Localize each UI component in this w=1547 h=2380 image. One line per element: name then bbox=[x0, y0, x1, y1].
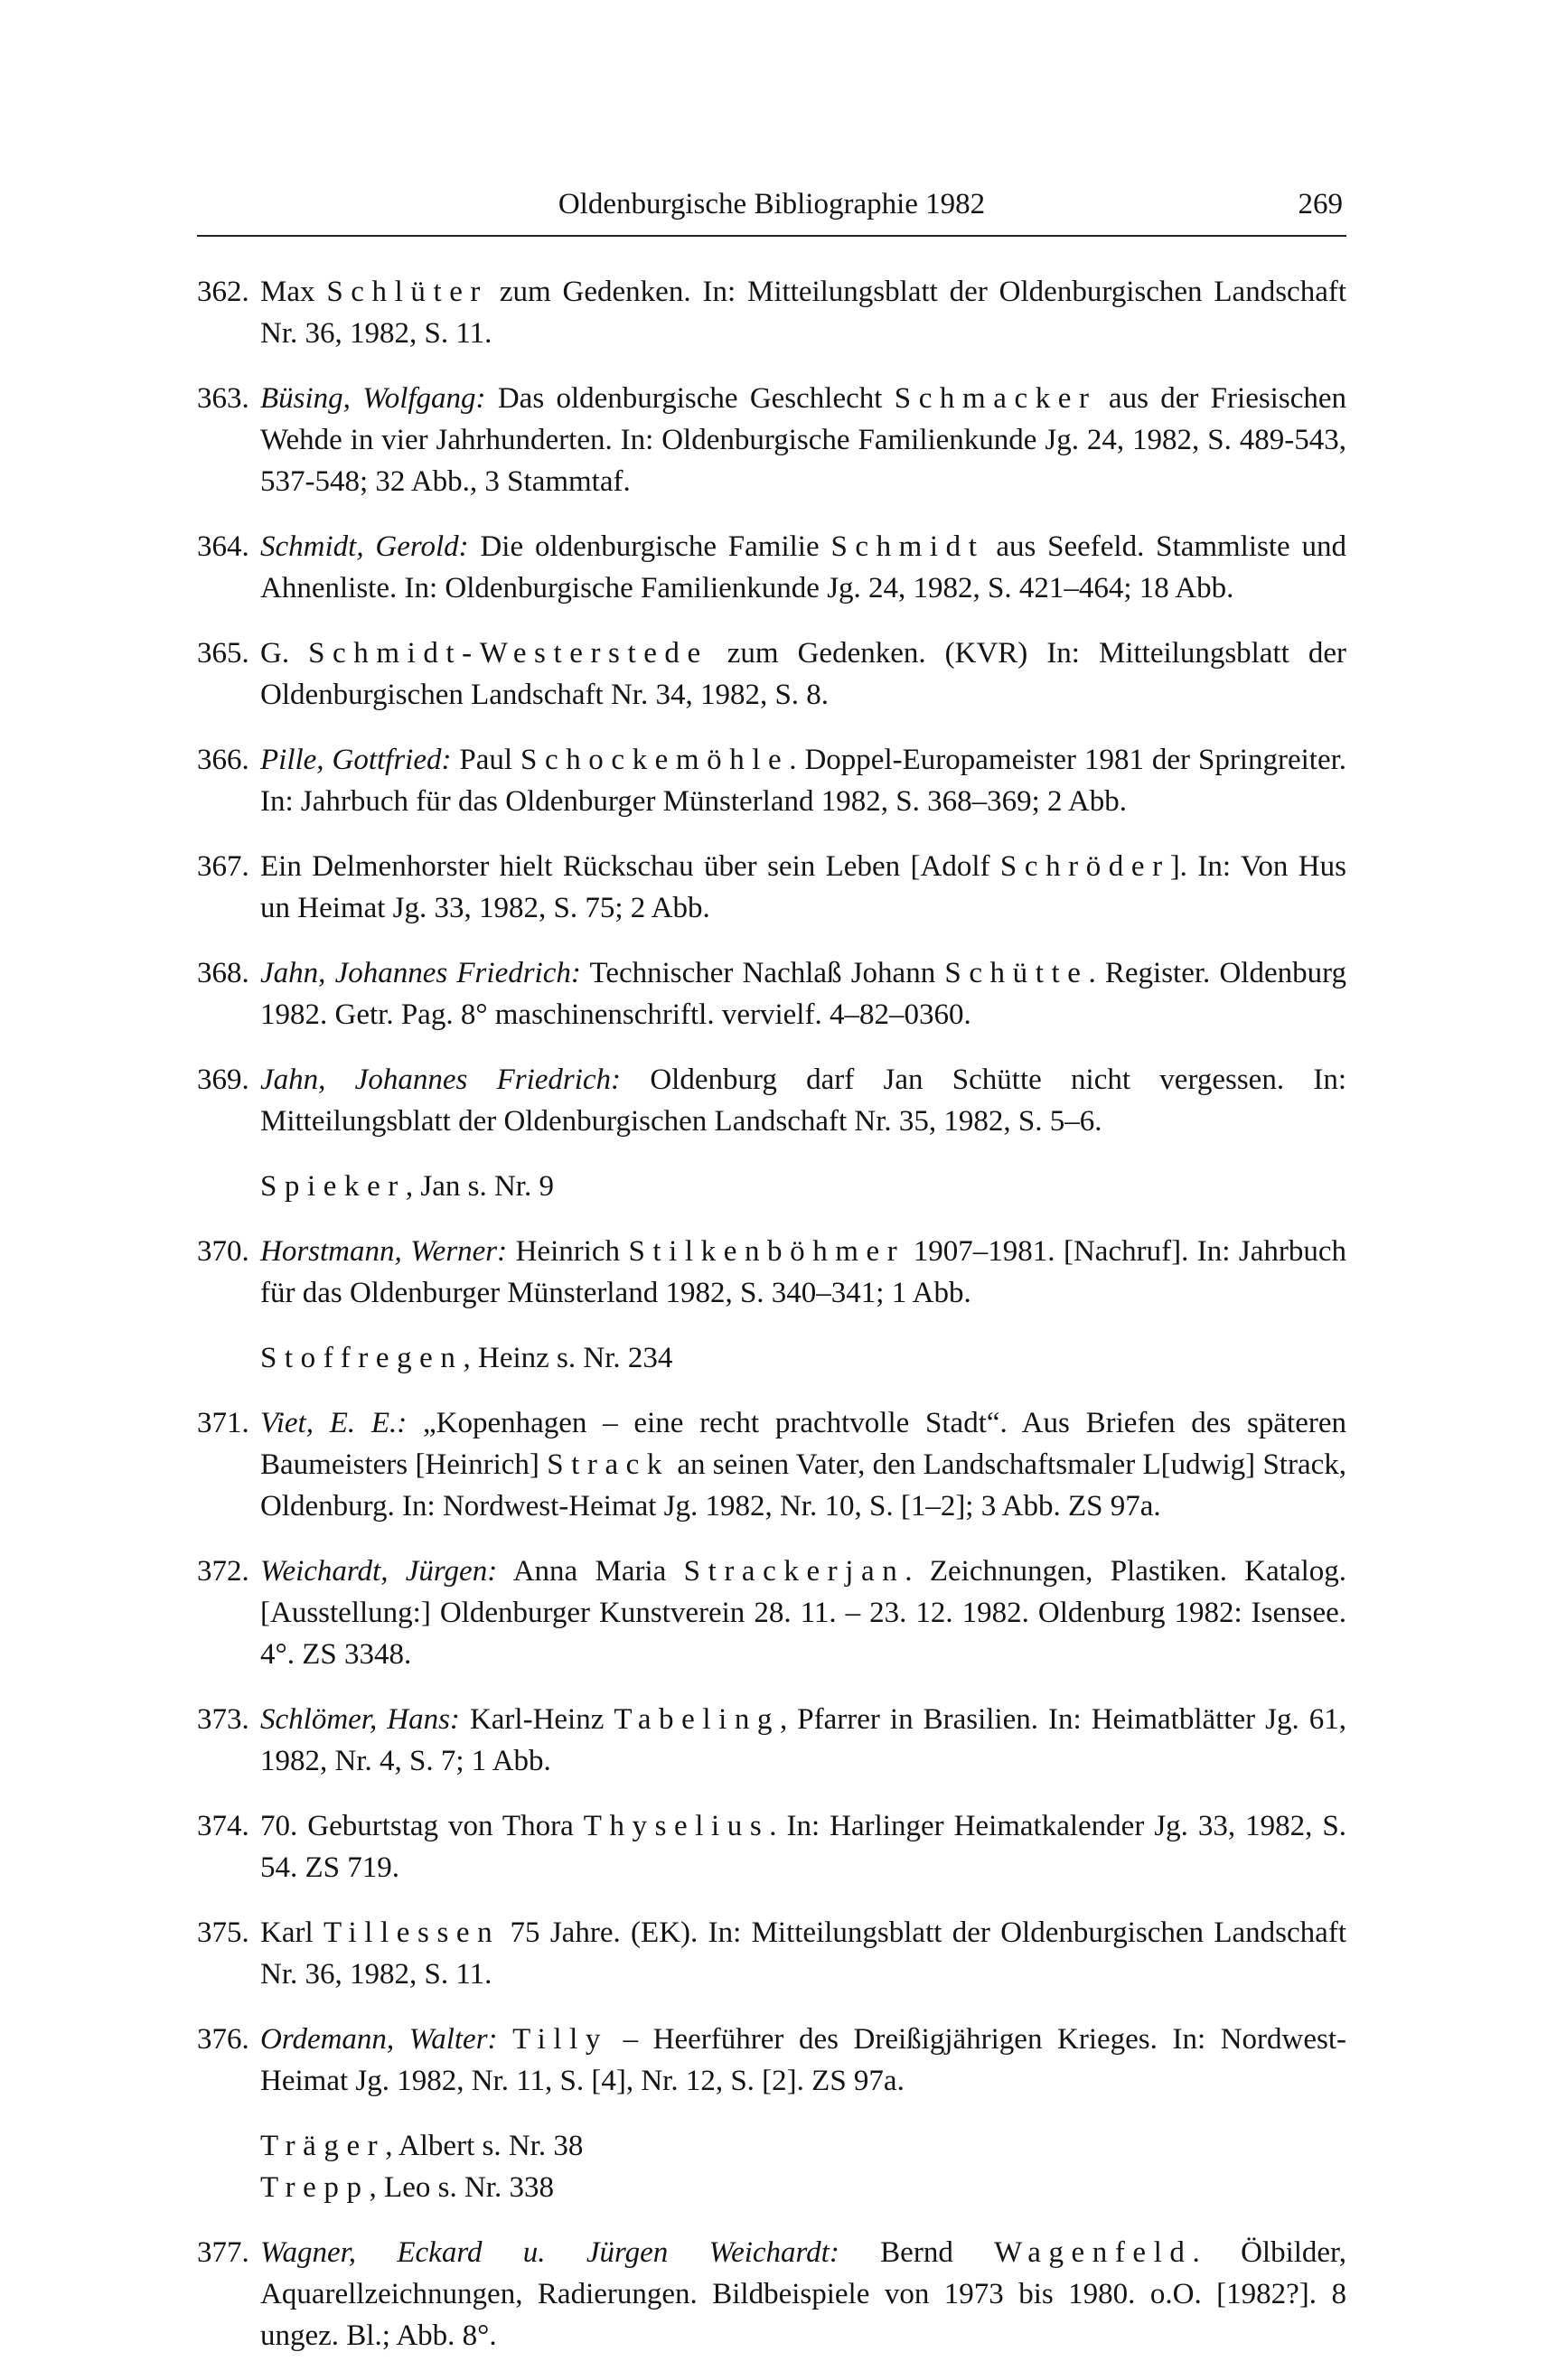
reference-target: , Heinz s. Nr. 234 bbox=[463, 1342, 673, 1374]
bibliography-entry-371 bbox=[197, 1402, 1346, 1527]
entry-number: 372. bbox=[197, 1555, 249, 1588]
entry-text-part: G. bbox=[260, 637, 309, 670]
entry-author: Weichardt, Jürgen: bbox=[260, 1555, 498, 1588]
page-number: 269 bbox=[1298, 188, 1343, 220]
subject-name: Schmacker bbox=[894, 382, 1097, 415]
entry-number: 374. bbox=[197, 1810, 249, 1842]
entry-text bbox=[260, 1699, 1346, 1782]
entry-text bbox=[260, 952, 1346, 1035]
reference-name: Stoffregen bbox=[260, 1342, 464, 1374]
entry-text-part: , Pfarrer in Brasilien. In: Heimatblätter Jg. 61, 1982, Nr. 4, S. 7; 1 Abb. bbox=[260, 1703, 1346, 1777]
entry-author: Pille, Gottfried: bbox=[260, 744, 452, 776]
subject-name: Schlüter bbox=[326, 276, 488, 308]
subject-name: Schockemöhle bbox=[520, 744, 790, 776]
entry-author: Ordemann, Walter: bbox=[260, 2023, 498, 2056]
running-header bbox=[197, 179, 1346, 237]
entry-text-part: Karl bbox=[260, 1916, 323, 1949]
bibliography-entry-372 bbox=[197, 1551, 1346, 1675]
subject-name: Stilkenböhmer bbox=[628, 1235, 905, 1268]
entry-text-part: . Register. Oldenburg 1982. Getr. Pag. 8° maschinenschriftl. vervielf. 4–82–0360. bbox=[260, 957, 1346, 1031]
entry-text-part: Paul bbox=[451, 744, 521, 776]
cross-reference bbox=[260, 1337, 1346, 1379]
entry-number: 365. bbox=[197, 637, 249, 670]
bibliography-entry-365 bbox=[197, 632, 1346, 716]
bibliography-entry-377 bbox=[197, 2232, 1346, 2357]
subject-name: Tilly bbox=[512, 2023, 609, 2056]
entry-text bbox=[260, 1231, 1346, 1314]
entry-number: 362. bbox=[197, 276, 249, 308]
entry-number: 377. bbox=[197, 2236, 249, 2269]
subject-name: Tabeling bbox=[614, 1703, 781, 1736]
entry-text-part: 75 Jahre. (EK). In: Mitteilungsblatt der Oldenburgischen Landschaft Nr. 36, 1982, S. 11. bbox=[260, 1916, 1346, 1991]
reference-target: , Jan s. Nr. 9 bbox=[405, 1170, 554, 1203]
entry-text-part: Ein Delmenhorster hielt Rückschau über sein Leben [Adolf bbox=[260, 850, 1000, 883]
entry-author: Jahn, Johannes Friedrich: bbox=[260, 957, 581, 989]
entry-text-part: an seinen Vater, den Landschaftsmaler L[udwig] Strack, Oldenburg. In: Nordwest-Heimat Jg. 1982, Nr. 10, S. [1–2]; 3 Abb. ZS 97a. bbox=[260, 1448, 1347, 1523]
cross-reference-block bbox=[197, 1166, 1346, 1207]
subject-name: Tillessen bbox=[323, 1916, 501, 1949]
entry-text-part: zum Gedenken. In: Mitteilungsblatt der Oldenburgischen Landschaft Nr. 36, 1982, S. 11. bbox=[260, 276, 1346, 350]
entry-text-part: Max bbox=[260, 276, 327, 308]
cross-reference bbox=[260, 1166, 1346, 1207]
entry-author: Wagner, Eckard u. Jürgen Weichardt: bbox=[260, 2236, 839, 2269]
entry-text bbox=[260, 846, 1346, 929]
entry-text-part: Die oldenburgische Familie bbox=[468, 530, 831, 563]
entry-text bbox=[260, 1805, 1346, 1888]
entry-text-part: ]. In: Von Hus un Heimat Jg. 33, 1982, S. 75; 2 Abb. bbox=[260, 850, 1346, 924]
subject-name: Strackerjan bbox=[683, 1555, 905, 1588]
entry-text bbox=[260, 1059, 1346, 1142]
subject-name: Wagenfeld bbox=[994, 2236, 1193, 2269]
entry-author: Viet, E. E.: bbox=[260, 1407, 408, 1439]
entry-text-part: Heinrich bbox=[507, 1235, 629, 1268]
entry-number: 368. bbox=[197, 957, 249, 989]
entry-number: 371. bbox=[197, 1407, 249, 1439]
subject-name: Schmidt-Westerstede bbox=[308, 637, 708, 670]
entry-number: 375. bbox=[197, 1916, 249, 1949]
entry-number: 376. bbox=[197, 2023, 249, 2056]
cross-reference-block bbox=[197, 1337, 1346, 1379]
entry-text-part: . Ölbilder, Aquarellzeichnungen, Radierungen. Bildbeispiele von 1973 bis 1980. o.O. [1982?]. 8 ungez. Bl.; Abb. 8°. bbox=[260, 2236, 1346, 2352]
entry-text-part: Technischer Nachlaß Johann bbox=[580, 957, 945, 989]
entry-text-part: . Zeichnungen, Plastiken. Katalog. [Ausstellung:] Oldenburger Kunstverein 28. 11. – 23. 12. 1982. Oldenburg 1982: Isensee. 4°. ZS 3348. bbox=[260, 1555, 1347, 1671]
entry-text-part: Karl-Heinz bbox=[459, 1703, 614, 1736]
bibliography-entry-363 bbox=[197, 378, 1346, 502]
entry-text-part: Oldenburg darf Jan Schütte nicht vergessen. In: Mitteilungsblatt der Oldenburgischen Landschaft Nr. 35, 1982, S. 5–6. bbox=[260, 1064, 1346, 1138]
entry-author: Büsing, Wolfgang: bbox=[260, 382, 486, 415]
entry-text bbox=[260, 1912, 1346, 1995]
entry-text-part: 70. Geburtstag von Thora bbox=[260, 1810, 584, 1842]
entry-author: Schlömer, Hans: bbox=[260, 1703, 460, 1736]
bibliography-entry-374 bbox=[197, 1805, 1346, 1888]
reference-name: Trepp bbox=[260, 2171, 370, 2204]
entry-text-part: „Kopenhagen – eine recht prachtvolle Stadt“. Aus Briefen des späteren Baumeisters [Heinrich] bbox=[260, 1407, 1346, 1481]
subject-name: Schröder bbox=[999, 850, 1170, 883]
entry-author: Schmidt, Gerold: bbox=[260, 530, 469, 563]
cross-reference bbox=[260, 2125, 1346, 2167]
entry-text bbox=[260, 632, 1346, 716]
entry-text-part: 1907–1981. [Nachruf]. In: Jahrbuch für das Oldenburger Münsterland 1982, S. 340–341; 1 Abb. bbox=[260, 1235, 1346, 1309]
entry-text bbox=[260, 2232, 1346, 2357]
entry-number: 373. bbox=[197, 1703, 249, 1736]
entry-author: Horstmann, Werner: bbox=[260, 1235, 508, 1268]
entry-text-part: . Doppel-Europameister 1981 der Springreiter. In: Jahrbuch für das Oldenburger Münsterland 1982, S. 368–369; 2 Abb. bbox=[260, 744, 1347, 818]
subject-name: Schmidt bbox=[830, 530, 985, 563]
entry-text bbox=[260, 378, 1346, 502]
bibliography-entries bbox=[197, 271, 1346, 2380]
bibliography-entry-362 bbox=[197, 271, 1346, 354]
reference-name: Spieker bbox=[260, 1170, 406, 1203]
entry-number: 370. bbox=[197, 1235, 249, 1268]
entry-text-part: Das oldenburgische Geschlecht bbox=[485, 382, 895, 415]
bibliography-entry-373 bbox=[197, 1699, 1346, 1782]
bibliography-entry-366 bbox=[197, 739, 1346, 822]
cross-reference-block bbox=[197, 2125, 1346, 2208]
entry-text bbox=[260, 1551, 1346, 1675]
bibliography-entry-364 bbox=[197, 526, 1346, 609]
subject-name: Thyselius bbox=[583, 1810, 770, 1842]
entry-text-part: zum Gedenken. (KVR) In: Mitteilungsblatt der Oldenburgischen Landschaft Nr. 34, 1982, S. 8. bbox=[260, 637, 1346, 711]
subject-name: Strack bbox=[547, 1448, 670, 1481]
entry-number: 364. bbox=[197, 530, 249, 563]
bibliography-entry-367 bbox=[197, 846, 1346, 929]
entry-number: 363. bbox=[197, 382, 249, 415]
entry-text bbox=[260, 271, 1346, 354]
bibliography-entry-368 bbox=[197, 952, 1346, 1035]
subject-name: Schütte bbox=[944, 957, 1089, 989]
bibliography-entry-376 bbox=[197, 2019, 1346, 2102]
entry-text-part: Anna Maria bbox=[497, 1555, 684, 1588]
entry-text bbox=[260, 2019, 1346, 2102]
reference-target: , Leo s. Nr. 338 bbox=[369, 2171, 554, 2204]
entry-text bbox=[260, 739, 1346, 822]
header-title: Oldenburgische Bibliographie 1982 bbox=[558, 188, 986, 220]
entry-text bbox=[260, 526, 1346, 609]
bibliography-entry-370 bbox=[197, 1231, 1346, 1314]
entry-text-part: – Heerführer des Dreißigjährigen Krieges. In: Nordwest-Heimat Jg. 1982, Nr. 11, S. [4], Nr. 12, S. [2]. ZS 97a. bbox=[260, 2023, 1347, 2097]
entry-text-part: aus Seefeld. Stammliste und Ahnenliste. In: Oldenburgische Familienkunde Jg. 24, 1982, S. 421–464; 18 Abb. bbox=[260, 530, 1346, 604]
entry-number: 366. bbox=[197, 744, 249, 776]
entry-text-part bbox=[498, 2023, 513, 2056]
entry-text-part: . In: Harlinger Heimatkalender Jg. 33, 1982, S. 54. ZS 719. bbox=[260, 1810, 1346, 1884]
reference-target: , Albert s. Nr. 38 bbox=[385, 2130, 584, 2162]
entry-text-part: aus der Friesischen Wehde in vier Jahrhunderten. In: Oldenburgische Familienkunde Jg. 24, 1982, S. 489-543, 537-548; 32 Abb., 3 Stammtaf. bbox=[260, 382, 1346, 498]
entry-text bbox=[260, 1402, 1346, 1527]
bibliography-entry-375 bbox=[197, 1912, 1346, 1995]
entry-author: Jahn, Johannes Friedrich: bbox=[260, 1064, 622, 1096]
entry-number: 367. bbox=[197, 850, 249, 883]
entry-text-part: Bernd bbox=[839, 2236, 995, 2269]
entry-number: 369. bbox=[197, 1064, 249, 1096]
cross-reference bbox=[260, 2167, 1346, 2208]
bibliography-entry-369 bbox=[197, 1059, 1346, 1142]
reference-name: Träger bbox=[260, 2130, 386, 2162]
